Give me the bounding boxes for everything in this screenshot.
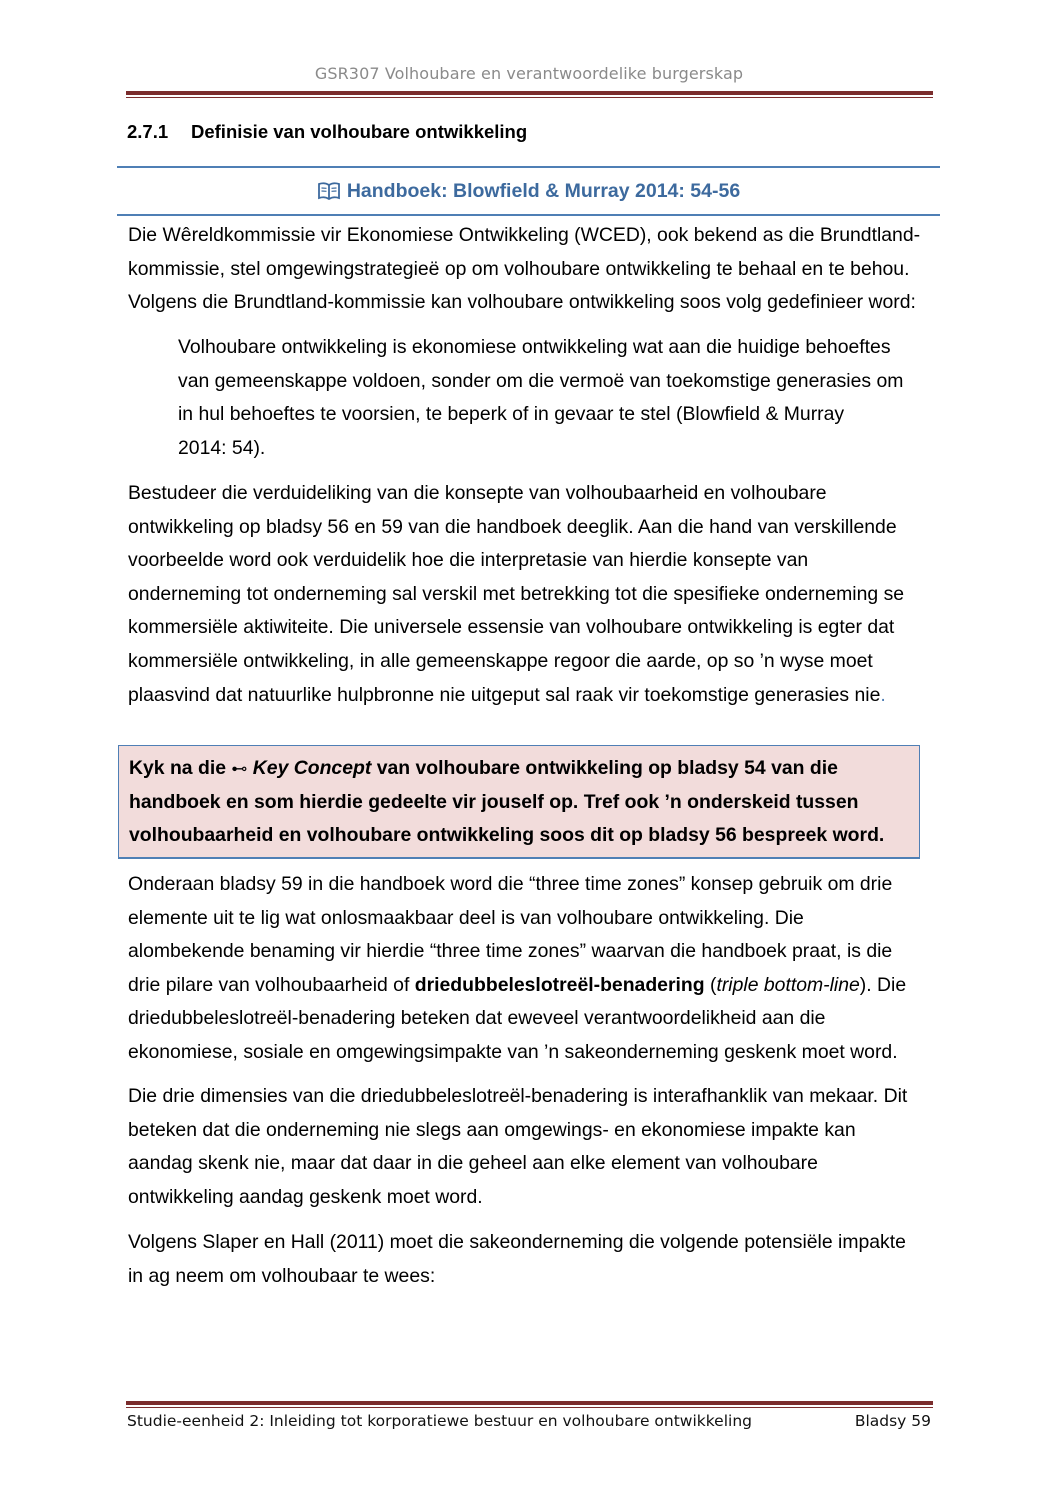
section-heading	[127, 121, 527, 143]
text-line: Volhoubare ontwikkeling is ekonomiese ontwikkeling wat aan die huidige behoeftes	[178, 336, 891, 358]
text-part: ). Die	[859, 973, 907, 996]
text-line: ontwikkeling aandag geskenk moet word.	[128, 1185, 483, 1208]
bold-term: driedubbeleslotreël-benadering	[414, 973, 705, 996]
section-title: Definisie van volhoubare ontwikkeling	[191, 121, 528, 142]
concept-text-part: van volhoubare ontwikkeling op bladsy 54 van die	[371, 757, 838, 779]
text-line: in ag neem om volhoubaar te wees:	[128, 1264, 436, 1287]
text-line: elemente uit te lig wat onlosmaakbaar deel is van volhoubare ontwikkeling. Die	[128, 906, 804, 929]
text-line: Volgens die Brundtland-kommissie kan volhoubare ontwikkeling soos volg gedefinieer word:	[128, 291, 916, 314]
concept-text-part: Kyk na die	[129, 757, 232, 779]
text-line: 2014: 54).	[178, 436, 266, 459]
text-line: onderneming tot onderneming sal verskil met betrekking tot die spesifieke onderneming se	[128, 582, 905, 605]
reference-box	[117, 166, 940, 216]
definition-quote	[178, 331, 923, 465]
concept-text-part: handboek en som hierdie gedeelte vir jouself op. Tref ook ’n onderskeid tussen	[129, 790, 859, 813]
reference-text: Handboek: Blowfield & Murray 2014: 54-56	[346, 179, 741, 202]
footer-rule-thick	[126, 1401, 933, 1405]
text-line: ekonomiese, sosiale en omgewingsimpakte van ’n sakeonderneming geskenk moet word.	[128, 1040, 898, 1063]
section-number: 2.7.1	[127, 121, 169, 142]
text-line: Volgens Slaper en Hall (2011) moet die sakeonderneming die volgende potensiële impakte	[128, 1231, 906, 1253]
book-icon	[317, 182, 341, 200]
text-line: van gemeenskappe voldoen, sonder om die vermoë van toekomstige generasies om	[178, 369, 904, 392]
text-line: in hul behoeftes te voorsien, te beperk of in gevaar te stel (Blowfield & Murray	[178, 403, 845, 426]
text-line: driedubbeleslotreël-benadering beteken dat eweveel verantwoordelikheid aan die	[128, 1007, 826, 1030]
text-line: plaasvind dat natuurlike hulpbronne nie uitgeput sal raak vir toekomstige generasies nie	[128, 683, 881, 706]
text-line: ontwikkeling op bladsy 56 en 59 van die handboek deeglik. Aan die hand van verskillende	[128, 515, 897, 538]
page-number: Bladsy 59	[854, 1412, 931, 1430]
text-part: (	[704, 973, 717, 996]
blue-period: .	[880, 683, 886, 706]
header-rule-thick	[126, 91, 933, 95]
italic-term: triple bottom-line	[716, 973, 860, 996]
text-line: aandag skenk nie, maar dat daar in die geheel aan elke element van volhoubare	[128, 1152, 818, 1175]
footer-unit-title: Studie-eenheid 2: Inleiding tot korporatiewe bestuur en volhoubare ontwikkeling	[127, 1412, 752, 1430]
header-rule-thin	[126, 97, 933, 98]
text-line: alombekende benaming vir hierdie “three time zones” waarvan die handboek praat, is die	[128, 940, 893, 963]
page-header-title: GSR307 Volhoubare en verantwoordelike burgerskap	[314, 64, 744, 83]
paragraph-intro	[128, 219, 928, 320]
text-line: Die drie dimensies van die driedubbeleslotreël-benadering is interafhanklik van mekaar. Dit	[128, 1085, 908, 1107]
footer-rule-thin	[126, 1407, 933, 1408]
key-concept-box	[118, 745, 920, 859]
text-line: Die Wêreldkommissie vir Ekonomiese Ontwikkeling (WCED), ook bekend as die Brundtland-	[128, 224, 921, 246]
text-line: Onderaan bladsy 59 in die handboek word die “three time zones” konsep gebruik om drie	[128, 873, 893, 895]
paragraph-slaper-hall	[128, 1226, 928, 1293]
paragraph-dimensions	[128, 1080, 928, 1214]
text-line: drie pilare van volhoubaarheid of	[128, 973, 415, 996]
concept-text-part: volhoubaarheid en volhoubare ontwikkeling soos dit op bladsy 56 bespreek word.	[129, 824, 885, 847]
key-icon: ⊷	[231, 759, 248, 778]
text-line: voorbeelde word ook verduidelik hoe die interpretasie van hierdie konsepte van	[128, 549, 809, 572]
text-line: beteken dat die onderneming nie slegs aan omgewings- en ekonomiese impakte kan	[128, 1118, 856, 1141]
text-line: kommersiële aktiwiteite. Die universele essensie van volhoubare ontwikkeling is egter dat	[128, 616, 895, 639]
paragraph-three-time-zones	[128, 868, 928, 1070]
text-line: kommissie, stel omgewingstrategieë op om volhoubare ontwikkeling te behaal en te behou.	[128, 257, 910, 280]
text-line: Bestudeer die verduideliking van die konsepte van volhoubaarheid en volhoubare	[128, 482, 827, 504]
key-concept-text	[129, 752, 914, 853]
text-line: kommersiële ontwikkeling, in alle gemeenskappe regoor die aarde, op so ’n wyse moet	[128, 649, 873, 672]
key-concept-term: Key Concept	[252, 757, 372, 779]
paragraph-study	[128, 477, 928, 712]
